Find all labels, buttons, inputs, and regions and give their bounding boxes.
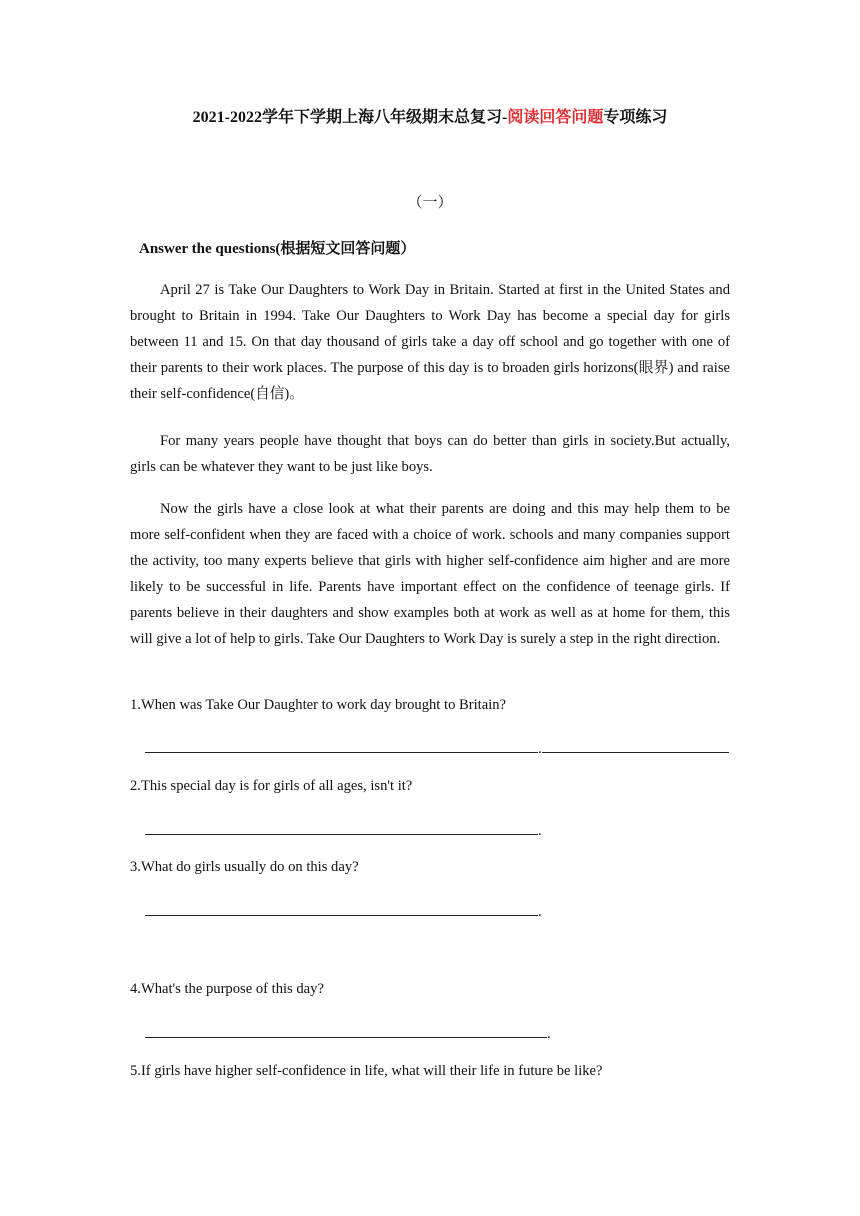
answer-period: . <box>538 904 542 920</box>
answer-period: . <box>538 823 542 839</box>
title-part-3: 专项练习 <box>603 109 668 126</box>
question-1: 1.When was Take Our Daughter to work day brought to Britain? <box>130 697 507 713</box>
passage-paragraph-2: For many years people have thought that boys can do better than girls in society.But actually, girls can be whatever they want to be just like boys. <box>130 433 730 475</box>
answer-blank[interactable] <box>145 1023 547 1038</box>
instruction-heading: Answer the questions(根据短文回答问题） <box>139 241 416 257</box>
answer-blank[interactable] <box>145 820 538 835</box>
answer-blank[interactable] <box>145 738 538 753</box>
question-4: 4.What's the purpose of this day? <box>130 981 324 997</box>
document-title <box>0 104 860 127</box>
question-2: 2.This special day is for girls of all ages, isn't it? <box>130 778 413 794</box>
answer-line-1[interactable] <box>145 738 729 758</box>
title-part-1: 2021-2022学年下学期上海八年级期末总复习- <box>192 109 508 126</box>
title-highlight: 阅读回答问题 <box>507 109 604 126</box>
answer-blank-extra[interactable] <box>542 738 729 753</box>
answer-line-4[interactable] <box>145 1023 551 1043</box>
answer-blank[interactable] <box>145 901 538 916</box>
passage-paragraph-3: Now the girls have a close look at what their parents are doing and this may help them to be more self-confident when they are faced with a choice of work. schools and many companies support the activity, too many experts believe that girls with higher self-confidence aim higher and are more likely to be successful in life. Parents have important effect on the confidence of teenage girls. If parents believe in their daughters and show examples both at work as well as at home for them, this will give a lot of help to girls. Take Our Daughters to Work Day is surely a step in the right direction. <box>130 501 730 647</box>
passage-paragraph-1: April 27 is Take Our Daughters to Work Day in Britain. Started at first in the United States and brought to Britain in 1994. Take Our Daughters to Work Day has become a special day for girls between 11 and 15. On that day thousand of girls take a day off school and go together with one of their parents to their work places. The purpose of this day is to broaden girls horizons(眼界) and raise their self-confidence(自信)。 <box>130 282 730 402</box>
answer-period: . <box>547 1026 551 1042</box>
question-5: 5.If girls have higher self-confidence in life, what will their life in future be like? <box>130 1063 603 1079</box>
answer-line-3[interactable] <box>145 901 542 921</box>
section-number: （一） <box>407 195 453 211</box>
answer-line-2[interactable] <box>145 820 542 840</box>
answer-period: . <box>538 741 542 757</box>
question-3: 3.What do girls usually do on this day? <box>130 859 359 875</box>
